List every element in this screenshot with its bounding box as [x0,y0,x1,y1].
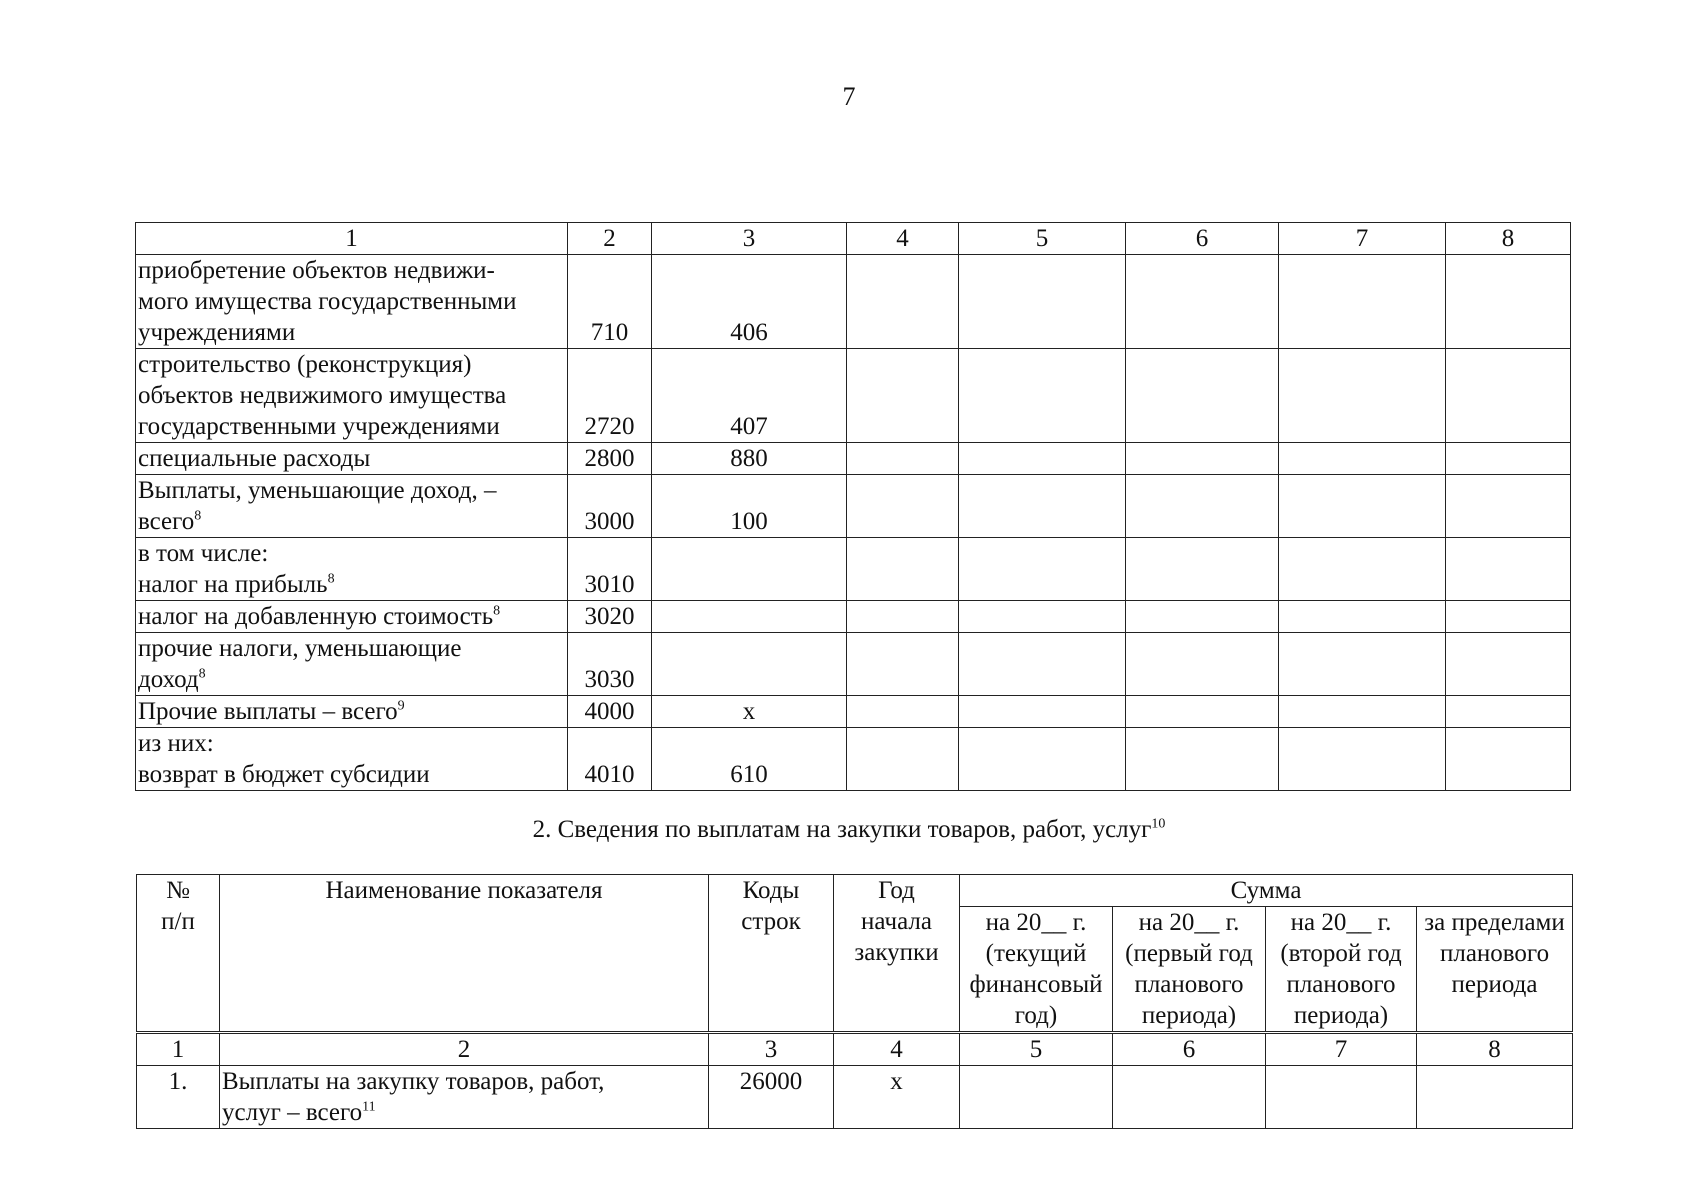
empty-cell [959,633,1126,696]
empty-cell [1126,475,1279,538]
row-name [136,475,568,538]
empty-cell [1279,538,1446,601]
col-num: 6 [1126,223,1279,255]
row-name-text: налог на добавленную стоимость [138,603,494,630]
empty-cell [1279,696,1446,728]
row-kosgu: x [652,696,847,728]
empty-cell [1266,1066,1417,1129]
table-row [136,633,1571,696]
col-num: 1 [137,1033,220,1066]
page-number: 7 [842,82,856,111]
empty-cell [1279,443,1446,475]
row-code: 3020 [568,601,652,633]
col-num: 3 [709,1033,834,1066]
row-name [136,538,568,601]
column-number-row [137,1033,1573,1066]
row-kosgu [652,538,847,601]
row-name-text: из них: возврат в бюджет субсидии [138,730,430,788]
empty-cell [1126,538,1279,601]
payments-table-continued [135,222,1571,791]
empty-cell [847,475,959,538]
header-row [137,875,1573,907]
table-row [137,1066,1573,1129]
empty-cell [847,443,959,475]
table-row [136,601,1571,633]
row-name-text: Выплаты, уменьшающие доход, – всего [138,477,497,535]
empty-cell [1446,633,1571,696]
procurement-table [136,874,1573,1129]
row-name [136,601,568,633]
table-row [136,696,1571,728]
row-code: 3000 [568,475,652,538]
header-y3: на 20__ г. (второй год планового периода) [1266,907,1417,1033]
row-code: 710 [568,255,652,349]
empty-cell [1446,475,1571,538]
empty-cell [1446,538,1571,601]
row-num: 1. [137,1066,220,1129]
empty-cell [1126,255,1279,349]
empty-cell [959,443,1126,475]
col-num: 4 [834,1033,960,1066]
section-2-title [0,816,1698,844]
table-row [136,255,1571,349]
footnote-mark: 11 [362,1099,376,1115]
empty-cell [1279,349,1446,443]
row-year: x [834,1066,960,1129]
table-row [136,475,1571,538]
row-kosgu [652,633,847,696]
row-name-text: прочие налоги, уменьшающие доход [138,635,462,693]
row-kosgu: 406 [652,255,847,349]
empty-cell [1446,601,1571,633]
row-name [136,443,568,475]
row-name-text: в том числе: налог на прибыль [138,540,328,598]
footnote-mark: 8 [493,603,501,619]
row-code: 3030 [568,633,652,696]
row-name [220,1066,709,1129]
header-year: Год начала закупки [834,875,960,1033]
empty-cell [1126,443,1279,475]
empty-cell [959,696,1126,728]
row-name [136,728,568,791]
col-num: 8 [1446,223,1571,255]
empty-cell [959,255,1126,349]
empty-cell [1446,349,1571,443]
row-kosgu [652,601,847,633]
row-code: 3010 [568,538,652,601]
empty-cell [1279,475,1446,538]
header-y1: на 20__ г. (текущий финансовый год) [960,907,1113,1033]
table-row [136,349,1571,443]
header-num: № п/п [137,875,220,1033]
table-row [136,538,1571,601]
empty-cell [959,538,1126,601]
col-num: 6 [1113,1033,1266,1066]
empty-cell [1446,696,1571,728]
row-name [136,633,568,696]
empty-cell [1126,349,1279,443]
row-code: 2720 [568,349,652,443]
table-row [136,728,1571,791]
empty-cell [1417,1066,1573,1129]
empty-cell [1279,728,1446,791]
row-kosgu: 880 [652,443,847,475]
col-num: 3 [652,223,847,255]
empty-cell [1279,633,1446,696]
row-kosgu: 100 [652,475,847,538]
row-code: 4000 [568,696,652,728]
empty-cell [959,475,1126,538]
col-num: 2 [220,1033,709,1066]
empty-cell [1446,443,1571,475]
empty-cell [959,349,1126,443]
column-number-row [136,223,1571,255]
empty-cell [847,255,959,349]
row-name-text: приобретение объектов недвижи- мого имущества государственными учреждениями [138,257,517,346]
row-name-text: Прочие выплаты – всего [138,698,398,725]
row-code: 26000 [709,1066,834,1129]
empty-cell [1446,728,1571,791]
empty-cell [1279,601,1446,633]
row-name-text: специальные расходы [138,445,371,472]
empty-cell [1113,1066,1266,1129]
col-num: 4 [847,223,959,255]
table-row [136,443,1571,475]
empty-cell [847,601,959,633]
header-y2: на 20__ г. (первый год планового периода) [1113,907,1266,1033]
footnote-mark: 8 [198,666,206,682]
footnote-mark: 10 [1151,816,1166,832]
footnote-mark: 8 [327,571,335,587]
row-kosgu: 610 [652,728,847,791]
row-kosgu: 407 [652,349,847,443]
empty-cell [847,728,959,791]
row-name-text: Выплаты на закупку товаров, работ, услуг – всего [222,1068,605,1126]
empty-cell [847,633,959,696]
header-name: Наименование показателя [220,875,709,1033]
empty-cell [1126,633,1279,696]
empty-cell [847,696,959,728]
row-code: 2800 [568,443,652,475]
footnote-mark: 9 [397,698,405,714]
row-name [136,696,568,728]
header-codes: Коды строк [709,875,834,1033]
col-num: 5 [959,223,1126,255]
row-name [136,255,568,349]
empty-cell [960,1066,1113,1129]
col-num: 2 [568,223,652,255]
header-y4: за пределами планового периода [1417,907,1573,1033]
empty-cell [1126,696,1279,728]
row-name-text: строительство (реконструкция) объектов недвижимого имущества государственными учреждениями [138,351,507,440]
header-sum: Сумма [960,875,1573,907]
row-code: 4010 [568,728,652,791]
empty-cell [1279,255,1446,349]
footnote-mark: 8 [194,508,202,524]
col-num: 1 [136,223,568,255]
empty-cell [847,538,959,601]
empty-cell [1446,255,1571,349]
col-num: 7 [1279,223,1446,255]
empty-cell [1126,601,1279,633]
empty-cell [847,349,959,443]
empty-cell [959,601,1126,633]
empty-cell [959,728,1126,791]
empty-cell [1126,728,1279,791]
col-num: 7 [1266,1033,1417,1066]
col-num: 5 [960,1033,1113,1066]
section-title-text: 2. Сведения по выплатам на закупки товаров, работ, услуг [532,816,1152,843]
col-num: 8 [1417,1033,1573,1066]
row-name [136,349,568,443]
